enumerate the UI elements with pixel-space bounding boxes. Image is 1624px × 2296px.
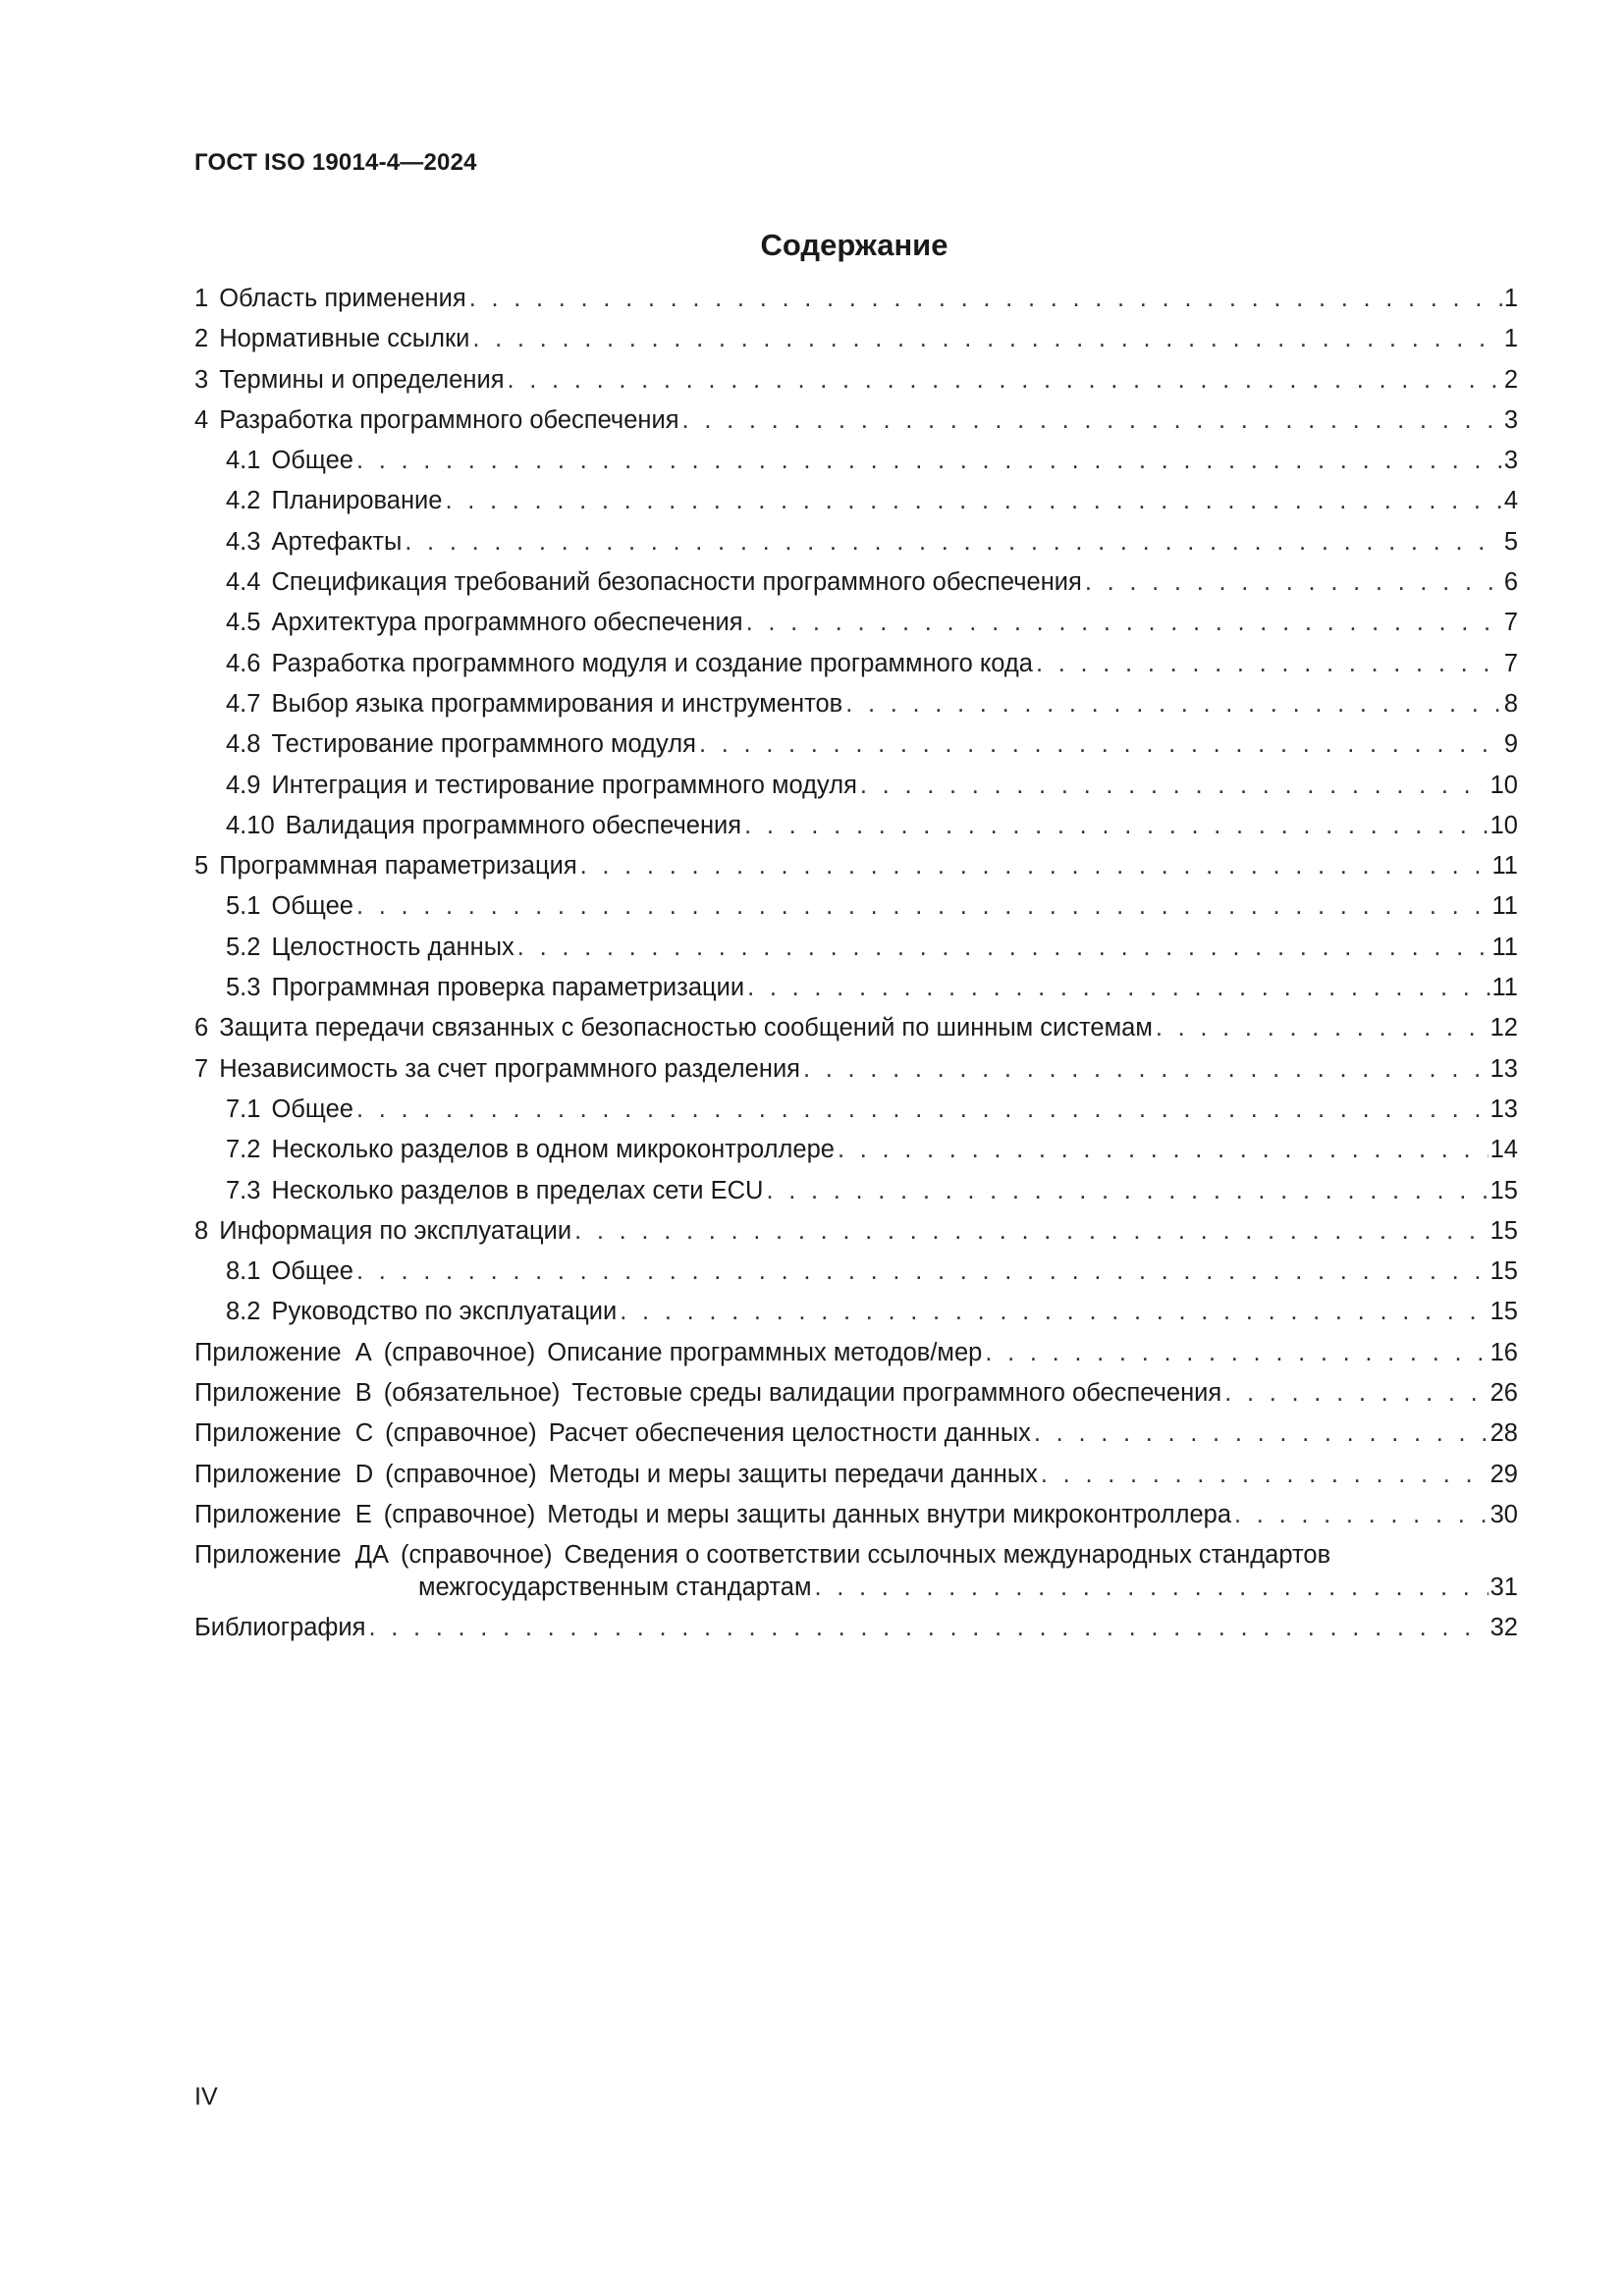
annex-label: Методы и меры защиты передачи данных <box>548 1460 1038 1488</box>
dot-leader <box>699 730 1502 759</box>
toc-bibliography[interactable] <box>194 1614 1518 1654</box>
toc-annex-c[interactable] <box>194 1419 1518 1460</box>
dot-leader <box>1085 568 1502 597</box>
toc-entry-4-3[interactable] <box>194 528 1518 568</box>
toc-entry-page: 15 <box>1489 1176 1518 1204</box>
annex-prefix: Приложение А <box>194 1338 372 1366</box>
toc-entry-label: Разработка программного обеспечения <box>219 405 679 434</box>
dot-leader <box>356 1257 1489 1286</box>
toc-entry-4-10[interactable] <box>194 812 1518 852</box>
toc-entry-8[interactable] <box>194 1217 1518 1257</box>
toc-entry-label: Целостность данных <box>271 933 514 961</box>
toc-entry-4-8[interactable] <box>194 730 1518 771</box>
toc-annex-d[interactable] <box>194 1461 1518 1501</box>
dot-leader <box>985 1339 1488 1367</box>
toc-entry-4-1[interactable] <box>194 447 1518 487</box>
toc-entry-page: 5 <box>1503 527 1518 556</box>
annex-label: Тестовые среды валидации программного обеспечения <box>571 1379 1222 1408</box>
page-number: IV <box>194 2083 218 2110</box>
annex-status: (справочное) <box>383 1500 536 1528</box>
toc-entry-page: 16 <box>1489 1338 1518 1366</box>
toc-entry-label: Несколько разделов в пределах сети ECU <box>271 1176 764 1204</box>
toc-entry-page: 32 <box>1489 1614 1518 1642</box>
annex-status: (справочное) <box>383 1338 536 1366</box>
toc-entry-page: 3 <box>1503 405 1518 434</box>
annex-label: Описание программных методов/мер <box>547 1338 983 1366</box>
toc-entry-label: Нормативные ссылки <box>219 325 470 353</box>
toc-annex-b[interactable] <box>194 1379 1518 1419</box>
toc-entry-label: Архитектура программного обеспечения <box>271 609 743 637</box>
dot-leader <box>368 1614 1488 1642</box>
toc-entry-4-7[interactable] <box>194 690 1518 730</box>
dot-leader <box>472 325 1501 353</box>
toc-entry-number: 4.7 <box>226 689 261 718</box>
toc-entry-3[interactable] <box>194 366 1518 406</box>
dot-leader <box>1034 1419 1489 1448</box>
toc-entry-page: 26 <box>1489 1379 1518 1408</box>
toc-entry-number: 5.1 <box>226 892 261 921</box>
toc-entry-number: 4.8 <box>226 730 261 759</box>
toc-entry-label: Интеграция и тестирование программного модуля <box>271 771 857 799</box>
toc-entry-label: Планирование <box>271 487 443 515</box>
toc-entry-label: Спецификация требований безопасности программного обеспечения <box>271 568 1082 597</box>
toc-entry-4[interactable] <box>194 406 1518 447</box>
toc-entry-8-2[interactable] <box>194 1298 1518 1338</box>
toc-entry-number: 4.4 <box>226 568 261 597</box>
toc-entry-number: 8.1 <box>226 1257 261 1286</box>
toc-entry-number: 4.9 <box>226 771 261 799</box>
dot-leader <box>356 447 1502 475</box>
annex-status: (справочное) <box>385 1460 537 1488</box>
toc-entry-page: 9 <box>1503 730 1518 759</box>
toc-entry-page: 15 <box>1489 1216 1518 1245</box>
toc-entry-label: Защита передачи связанных с безопасностью сообщений по шинным системам <box>219 1014 1153 1042</box>
toc-entry-label: Руководство по эксплуатации <box>271 1298 618 1326</box>
annex-prefix: Приложение Е <box>194 1500 372 1528</box>
toc-entry-number: 8.2 <box>226 1298 261 1326</box>
toc-entry-page: 28 <box>1489 1419 1518 1448</box>
dot-leader <box>803 1055 1489 1084</box>
dot-leader <box>1036 650 1502 678</box>
toc-entry-page: 3 <box>1503 447 1518 475</box>
toc-entry-label: Программная проверка параметризации <box>271 974 745 1002</box>
toc-entry-1[interactable] <box>194 285 1518 325</box>
toc-entry-4-9[interactable] <box>194 772 1518 812</box>
annex-status: (справочное) <box>401 1541 553 1570</box>
toc-entry-5-2[interactable] <box>194 934 1518 974</box>
annex-prefix: Приложение D <box>194 1460 374 1488</box>
toc-entry-label: Общее <box>271 892 353 921</box>
annex-label: Расчет обеспечения целостности данных <box>548 1419 1031 1448</box>
annex-label: Сведения о соответствии ссылочных международных стандартов <box>564 1541 1331 1570</box>
toc-entry-label: Валидация программного обеспечения <box>285 811 742 839</box>
toc-entry-page: 11 <box>1491 974 1518 1002</box>
annex-prefix: Приложение В <box>194 1379 372 1408</box>
toc-entry-7[interactable] <box>194 1055 1518 1095</box>
toc-entry-number: 4.5 <box>226 609 261 637</box>
toc-entry-label: Разработка программного модуля и создание программного кода <box>271 649 1033 677</box>
toc-entry-page: 11 <box>1491 933 1518 961</box>
toc-entry-page: 6 <box>1503 568 1518 597</box>
dot-leader <box>1224 1379 1488 1408</box>
toc-entry-5-1[interactable] <box>194 892 1518 933</box>
dot-leader <box>845 690 1502 719</box>
dot-leader <box>1156 1014 1489 1042</box>
toc-entry-page: 1 <box>1503 285 1518 312</box>
dot-leader <box>445 487 1501 515</box>
document-header: ГОСТ ISO 19014-4—2024 <box>194 149 477 176</box>
dot-leader <box>517 934 1490 962</box>
toc-entry-label: Артефакты <box>271 527 403 556</box>
toc-entry-label: Общее <box>271 1095 353 1123</box>
annex-da-second-line <box>194 1574 1518 1614</box>
annex-status: (обязательное) <box>383 1379 561 1408</box>
toc-entry-label: Независимость за счет программного разделения <box>219 1054 800 1083</box>
toc-entry-number: 5 <box>194 852 209 881</box>
toc-entry-5-3[interactable] <box>194 974 1518 1014</box>
toc-entry-number: 7.1 <box>226 1095 261 1123</box>
toc-entry-number: 4.2 <box>226 487 261 515</box>
toc-entry-label: Несколько разделов в одном микроконтроллере <box>271 1136 835 1164</box>
toc-entry-label: Общее <box>271 1257 353 1286</box>
toc-entry-number: 5.2 <box>226 933 261 961</box>
toc-annex-a[interactable] <box>194 1339 1518 1379</box>
dot-leader <box>356 1095 1489 1124</box>
toc-entry-page: 10 <box>1489 811 1518 839</box>
toc-entry-page: 8 <box>1503 689 1518 718</box>
dot-leader <box>747 974 1489 1002</box>
toc-entry-4-6[interactable] <box>194 650 1518 690</box>
toc-entry-7-1[interactable] <box>194 1095 1518 1136</box>
toc-entry-number: 6 <box>194 1014 209 1042</box>
dot-leader <box>405 528 1502 557</box>
toc-entry-4-4[interactable] <box>194 568 1518 609</box>
dot-leader <box>356 892 1490 921</box>
toc-entry-number: 4.3 <box>226 527 261 556</box>
dot-leader <box>1041 1461 1489 1489</box>
toc-entry-label: Область применения <box>219 285 466 312</box>
toc-entry-page: 31 <box>1489 1574 1518 1602</box>
toc-entry-page: 14 <box>1489 1136 1518 1164</box>
toc-entry-page: 2 <box>1503 365 1518 394</box>
toc-entry-label: Библиография <box>194 1614 366 1642</box>
toc-entry-label: Термины и определения <box>219 365 505 394</box>
toc-annex-da[interactable] <box>194 1541 1518 1614</box>
toc-entry-number: 1 <box>194 285 209 312</box>
toc-entry-page: 13 <box>1489 1095 1518 1123</box>
toc-entry-page: 15 <box>1489 1298 1518 1326</box>
dot-leader <box>860 772 1489 800</box>
dot-leader <box>508 366 1502 395</box>
toc-entry-8-1[interactable] <box>194 1257 1518 1298</box>
toc-entry-page: 10 <box>1489 771 1518 799</box>
dot-leader <box>766 1177 1488 1205</box>
dot-leader <box>682 406 1502 435</box>
dot-leader <box>746 609 1502 637</box>
annex-prefix: Приложение С <box>194 1419 374 1448</box>
dot-leader <box>1234 1501 1489 1529</box>
toc-entry-number: 7.2 <box>226 1136 261 1164</box>
annex-label: Методы и меры защиты данных внутри микроконтроллера <box>547 1500 1232 1528</box>
annex-da-first-line <box>194 1541 1518 1574</box>
toc-entry-number: 4.6 <box>226 649 261 677</box>
toc-entry-number: 7.3 <box>226 1176 261 1204</box>
annex-status: (справочное) <box>385 1419 537 1448</box>
annex-label-continued: межгосударственным стандартам <box>418 1574 812 1602</box>
toc-entry-4-5[interactable] <box>194 609 1518 649</box>
toc-entry-label: Тестирование программного модуля <box>271 730 696 759</box>
toc-entry-number: 3 <box>194 365 209 394</box>
toc-entry-page: 7 <box>1503 609 1518 637</box>
toc-entry-page: 11 <box>1491 852 1518 881</box>
toc-annex-e[interactable] <box>194 1501 1518 1541</box>
toc-entry-number: 4 <box>194 405 209 434</box>
dot-leader <box>469 285 1502 313</box>
toc-entry-number: 4.1 <box>226 447 261 475</box>
toc-entry-label: Выбор языка программирования и инструментов <box>271 689 843 718</box>
toc-entry-number: 2 <box>194 325 209 353</box>
toc-entry-label: Общее <box>271 447 353 475</box>
toc-entry-page: 29 <box>1489 1460 1518 1488</box>
dot-leader <box>744 812 1489 840</box>
toc-entry-page: 7 <box>1503 649 1518 677</box>
dot-leader <box>620 1298 1488 1326</box>
toc-entry-page: 13 <box>1489 1054 1518 1083</box>
dot-leader <box>814 1574 1488 1602</box>
dot-leader <box>574 1217 1489 1246</box>
dot-leader <box>838 1136 1489 1164</box>
toc-entry-label: Программная параметризация <box>219 852 577 881</box>
toc-entry-number: 8 <box>194 1216 209 1245</box>
toc-entry-page: 1 <box>1503 325 1518 353</box>
dot-leader <box>580 852 1490 881</box>
toc-entry-number: 7 <box>194 1054 209 1083</box>
toc-entry-5[interactable] <box>194 852 1518 892</box>
toc-entry-6[interactable] <box>194 1014 1518 1054</box>
toc-title: Содержание <box>760 228 948 262</box>
toc-entry-2[interactable] <box>194 325 1518 365</box>
toc-entry-7-2[interactable] <box>194 1136 1518 1176</box>
toc-entry-page: 12 <box>1489 1014 1518 1042</box>
toc-entry-4-2[interactable] <box>194 487 1518 527</box>
toc-entry-7-3[interactable] <box>194 1177 1518 1217</box>
toc-entry-number: 4.10 <box>226 811 275 839</box>
table-of-contents <box>194 285 1518 1655</box>
toc-entry-page: 30 <box>1489 1500 1518 1528</box>
annex-prefix: Приложение ДА <box>194 1541 390 1570</box>
toc-entry-page: 11 <box>1491 892 1518 921</box>
toc-entry-label: Информация по эксплуатации <box>219 1216 572 1245</box>
toc-entry-number: 5.3 <box>226 974 261 1002</box>
toc-entry-page: 15 <box>1489 1257 1518 1286</box>
toc-entry-page: 4 <box>1503 487 1518 515</box>
